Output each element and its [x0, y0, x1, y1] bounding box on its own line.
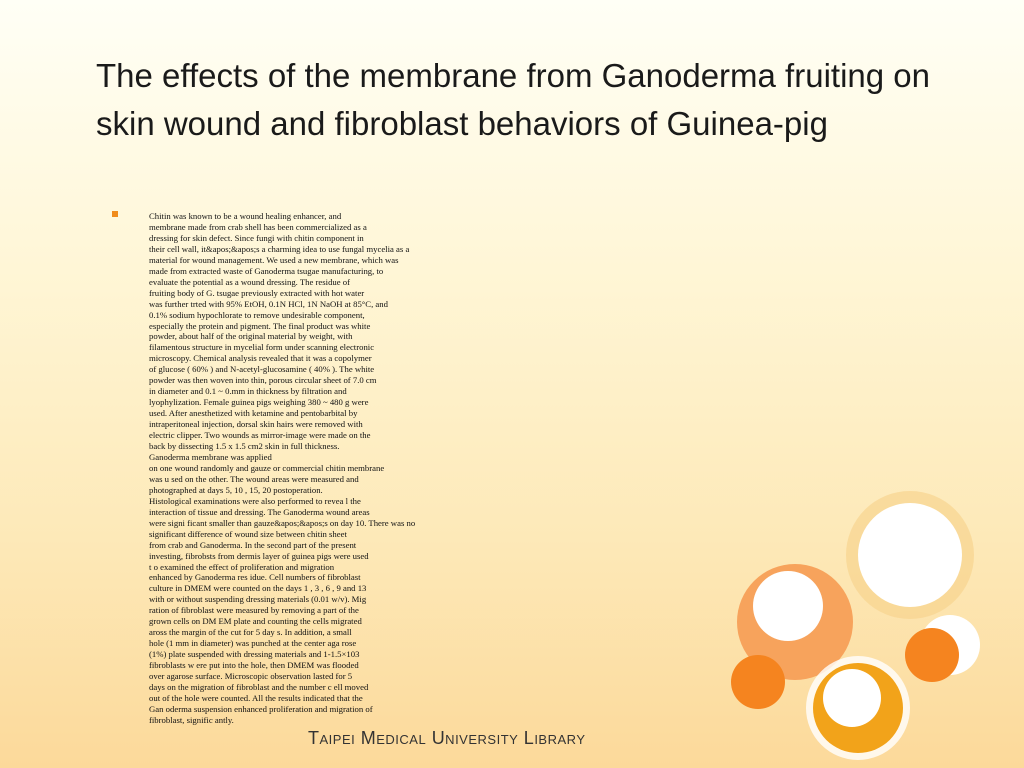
abstract-line: grown cells on DM EM plate and counting the cells migrated — [149, 616, 362, 627]
abstract-line: photographed at days 5, 10 , 15, 20 postoperation. — [149, 484, 323, 495]
abstract-line: in diameter and 0.1 ~ 0.mm in thickness by filtration and — [149, 386, 347, 397]
abstract-line: Ganoderma membrane was applied — [149, 451, 272, 462]
abstract-line: lyophylization. Female guinea pigs weighing 380 ~ 480 g were — [149, 397, 369, 408]
abstract-line: electric clipper. Two wounds as mirror-image were made on the — [149, 430, 371, 441]
abstract-line: made from extracted waste of Ganoderma tsugae manufacturing, to — [149, 265, 384, 276]
circle-white-inner — [753, 571, 823, 641]
circle-gold-inner — [823, 669, 881, 727]
abstract-line: microscopy. Chemical analysis revealed that it was a copolymer — [149, 353, 372, 364]
abstract-line: ration of fibroblast were measured by removing a part of the — [149, 605, 359, 616]
abstract-line: material for wound management. We used a new membrane, which was — [149, 254, 399, 265]
abstract-line: filamentous structure in mycelial form under scanning electronic — [149, 342, 375, 353]
abstract-line: used. After anesthetized with ketamine and pentobarbital by — [149, 408, 358, 419]
abstract-line: enhanced by Ganoderma res idue. Cell numbers of fibroblast — [149, 572, 361, 583]
abstract-line: especially the protein and pigment. The final product was white — [149, 320, 371, 331]
circle-large-white — [858, 503, 962, 607]
abstract-line: intraperitoneal injection, dorsal skin hairs were removed with — [149, 419, 363, 430]
abstract-line: powder, about half of the original material by weight, with — [149, 331, 353, 342]
abstract-line: was further trted with 95% EtOH, 0.1N HCl, 1N NaOH at 85°C, and — [149, 298, 388, 309]
abstract-line: membrane made from crab shell has been commercialized as a — [149, 221, 367, 232]
abstract-line: from crab and Ganoderma. In the second part of the present — [149, 539, 357, 550]
abstract-line: interaction of tissue and dressing. The Ganoderma wound areas — [149, 506, 370, 517]
abstract-line: back by dissecting 1.5 x 1.5 cm2 skin in full thickness. — [149, 441, 340, 452]
abstract-line: t o examined the effect of proliferation and migration — [149, 561, 335, 572]
abstract-line: their cell wall, it&apos;&apos;s a charming idea to use fungal mycelia as a — [149, 243, 410, 254]
abstract-line: fibroblasts w ere put into the hole, then DMEM was flooded — [149, 660, 359, 671]
abstract-line: Histological examinations were also performed to revea l the — [149, 495, 361, 506]
abstract-line: were signi ficant smaller than gauze&apos;&apos;s on day 10. There was no — [149, 517, 416, 528]
abstract-line: investing, fibrobsts from dermis layer of guinea pigs were used — [149, 550, 369, 561]
abstract-line: out of the hole were counted. All the results indicated that the — [149, 692, 363, 703]
footer-library-name: Taipei Medical University Library — [308, 728, 586, 748]
abstract-line: 0.1% sodium hypochlorate to remove undesirable component, — [149, 309, 365, 320]
abstract-line: was u sed on the other. The wound areas were measured and — [149, 473, 359, 484]
abstract-line: fruiting body of G. tsugae previously extracted with hot water — [149, 287, 365, 298]
circle-orange-right — [905, 628, 959, 682]
abstract-line: (1%) plate suspended with dressing materials and 1-1.5×103 — [149, 649, 360, 660]
abstract-line: fibroblast, signific antly. — [149, 714, 234, 725]
slide-title: The effects of the membrane from Ganoderma fruiting on skin wound and fibroblast behaviors of Guinea-pig — [96, 57, 930, 142]
abstract-line: culture in DMEM were counted on the days 1 , 3 , 6 , 9 and 13 — [149, 583, 367, 594]
abstract-line: evaluate the potential as a wound dressing. The residue of — [149, 276, 351, 287]
abstract-line: hole (1 mm in diameter) was punched at the center aga rose — [149, 638, 357, 649]
abstract-line: dressing for skin defect. Since fungi with chitin component in — [149, 232, 364, 243]
abstract-line: powder was then woven into thin, porous circular sheet of 7.0 cm — [149, 375, 377, 386]
abstract-line: aross the margin of the cut for 5 day s. In addition, a small — [149, 627, 352, 638]
abstract-line: significant difference of wound size between chitin sheet — [149, 528, 347, 539]
abstract-line: with or without suspending dressing materials (0.01 w/v). Mig — [149, 594, 367, 605]
abstract-line: Chitin was known to be a wound healing enhancer, and — [149, 211, 342, 221]
abstract-line: over agarose surface. Microscopic observation lasted for 5 — [149, 671, 353, 682]
circle-orange-left — [731, 655, 785, 709]
abstract-line: on one wound randomly and gauze or commercial chitin membrane — [149, 462, 385, 473]
abstract-line: of glucose ( 60% ) and N-acetyl-glucosamine ( 40% ). The white — [149, 364, 375, 375]
abstract-line: Gan oderma suspension enhanced proliferation and migration of — [149, 703, 373, 714]
abstract-line: days on the migration of fibroblast and the number c ell moved — [149, 681, 369, 692]
